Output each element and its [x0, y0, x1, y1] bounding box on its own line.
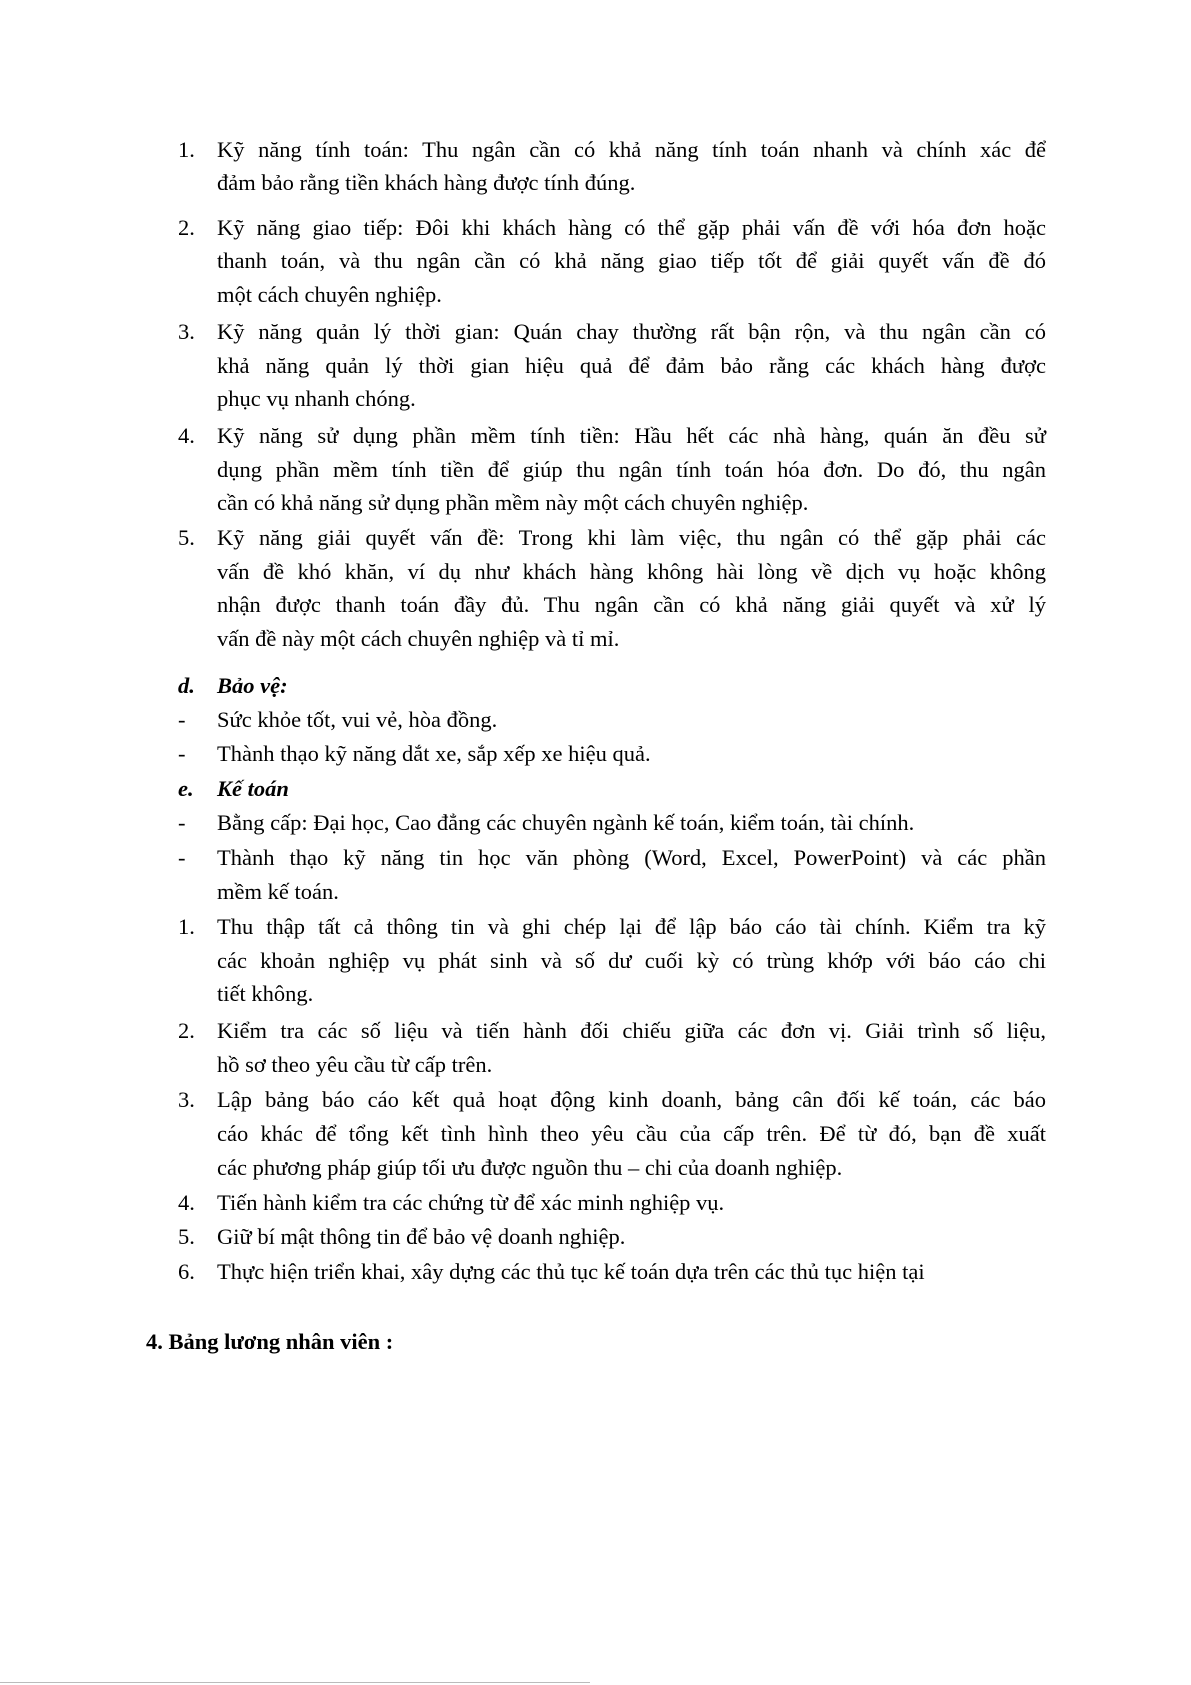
list-item-line: Kỹ năng sử dụng phần mềm tính tiền: Hầu hết các nhà hàng, quán ăn đều sử: [217, 423, 1046, 448]
list-marker: 3.: [178, 319, 195, 344]
bullet-item: Thành thạo kỹ năng dắt xe, sắp xếp xe hiệu quả.: [217, 741, 651, 766]
bullet-item: Sức khỏe tốt, vui vẻ, hòa đồng.: [217, 707, 498, 732]
bullet-item: Bằng cấp: Đại học, Cao đẳng các chuyên ngành kế toán, kiểm toán, tài chính.: [217, 810, 915, 835]
accounting-heading: Kế toán: [217, 776, 289, 801]
section-heading: 4. Bảng lương nhân viên :: [146, 1329, 394, 1354]
list-item-line: khả năng quản lý thời gian hiệu quả để đảm bảo rằng các khách hàng được: [217, 353, 1046, 378]
list-item-line: một cách chuyên nghiệp.: [217, 282, 442, 307]
list-item-line: Kỹ năng quản lý thời gian: Quán chay thường rất bận rộn, và thu ngân cần có: [217, 319, 1046, 344]
list-item-line: vấn đề khó khăn, ví dụ như khách hàng không hài lòng về dịch vụ hoặc không: [217, 559, 1046, 584]
duty-line: các phương pháp giúp tối ưu được nguồn thu – chi của doanh nghiệp.: [217, 1155, 843, 1180]
duty-line: Thu thập tất cả thông tin và ghi chép lại để lập báo cáo tài chính. Kiểm tra kỹ: [217, 914, 1046, 939]
section-marker: e.: [178, 776, 194, 801]
bullet-dash: -: [178, 810, 186, 835]
list-item-line: nhận được thanh toán đầy đủ. Thu ngân cần có khả năng giải quyết và xử lý: [217, 592, 1046, 617]
bullet-dash: -: [178, 707, 186, 732]
bullet-item: Thành thạo kỹ năng tin học văn phòng (Word, Excel, PowerPoint) và các phần: [217, 845, 1046, 870]
duty-line: cáo khác để tổng kết tình hình theo yêu cầu của cấp trên. Để từ đó, bạn đề xuất: [217, 1121, 1046, 1146]
list-item-line: phục vụ nhanh chóng.: [217, 386, 416, 411]
list-item-line: Kỹ năng giải quyết vấn đề: Trong khi làm việc, thu ngân có thể gặp phải các: [217, 525, 1046, 550]
bullet-dash: -: [178, 741, 186, 766]
list-marker: 5.: [178, 1224, 195, 1249]
duty-line: Giữ bí mật thông tin để bảo vệ doanh nghiệp.: [217, 1224, 626, 1249]
page-bottom-rule: [0, 1682, 590, 1683]
duty-line: các khoản nghiệp vụ phát sinh và số dư cuối kỳ có trùng khớp với báo cáo chi: [217, 948, 1046, 973]
list-item-line: cần có khả năng sử dụng phần mềm này một cách chuyên nghiệp.: [217, 490, 809, 515]
list-marker: 2.: [178, 1018, 195, 1043]
list-marker: 4.: [178, 1190, 195, 1215]
list-item-line: Kỹ năng tính toán: Thu ngân cần có khả năng tính toán nhanh và chính xác để: [217, 137, 1046, 162]
duty-line: Lập bảng báo cáo kết quả hoạt động kinh doanh, bảng cân đối kế toán, các báo: [217, 1087, 1046, 1112]
list-marker: 3.: [178, 1087, 195, 1112]
list-item-line: Kỹ năng giao tiếp: Đôi khi khách hàng có thể gặp phải vấn đề với hóa đơn hoặc: [217, 215, 1046, 240]
list-item-line: dụng phần mềm tính tiền để giúp thu ngân tính toán hóa đơn. Do đó, thu ngân: [217, 457, 1046, 482]
list-item-line: vấn đề này một cách chuyên nghiệp và tỉ mỉ.: [217, 626, 620, 651]
security-heading: Bảo vệ:: [217, 673, 288, 698]
bullet-dash: -: [178, 845, 186, 870]
list-marker: 4.: [178, 423, 195, 448]
section-marker: d.: [178, 673, 195, 698]
list-item-line: thanh toán, và thu ngân cần có khả năng giao tiếp tốt để giải quyết vấn đề đó: [217, 248, 1046, 273]
list-marker: 6.: [178, 1259, 195, 1284]
list-marker: 2.: [178, 215, 195, 240]
duty-line: Kiểm tra các số liệu và tiến hành đối chiếu giữa các đơn vị. Giải trình số liệu,: [217, 1018, 1046, 1043]
bullet-item: mềm kế toán.: [217, 879, 339, 904]
duty-line: Thực hiện triển khai, xây dựng các thủ tục kế toán dựa trên các thủ tục hiện tại: [217, 1259, 925, 1284]
duty-line: hồ sơ theo yêu cầu từ cấp trên.: [217, 1052, 493, 1077]
list-marker: 1.: [178, 137, 195, 162]
duty-line: tiết không.: [217, 981, 314, 1006]
list-marker: 5.: [178, 525, 195, 550]
duty-line: Tiến hành kiểm tra các chứng từ để xác minh nghiệp vụ.: [217, 1190, 725, 1215]
list-item-line: đảm bảo rằng tiền khách hàng được tính đúng.: [217, 170, 636, 195]
list-marker: 1.: [178, 914, 195, 939]
